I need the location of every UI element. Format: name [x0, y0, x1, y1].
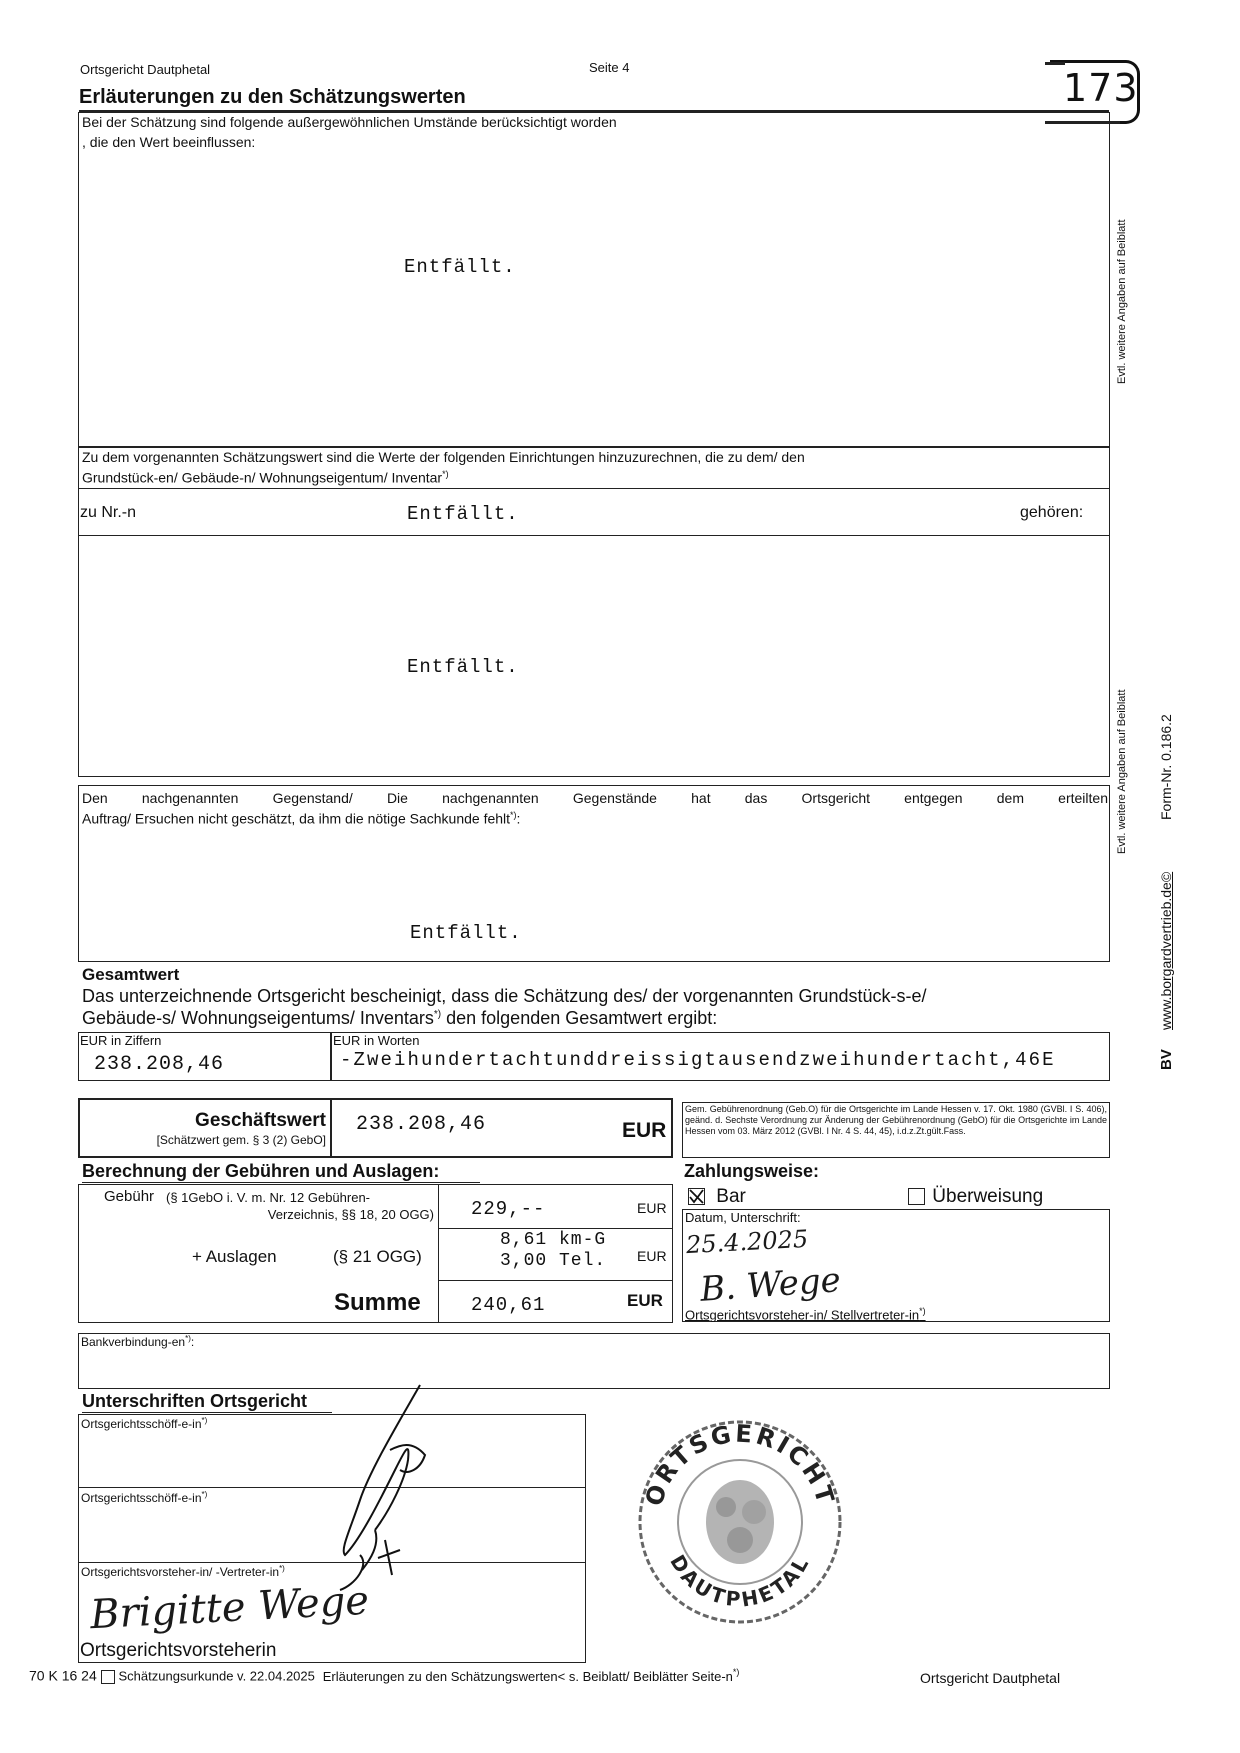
gebuehr-desc-1: (§ 1GebO i. V. m. Nr. 12 Gebühren- — [166, 1190, 371, 1205]
section-additions — [78, 447, 1110, 777]
gebuehren-row-1 — [438, 1228, 673, 1229]
geschaeftswert-sublabel: [Schätzwert gem. § 3 (2) GebO] — [156, 1133, 326, 1147]
bank-label: Bankverbindung-en — [81, 1335, 186, 1349]
gesamtwert-text-2: Gebäude-s/ Wohnungseigentums/ Inventars — [82, 1008, 434, 1028]
page-number-box-top — [1045, 62, 1065, 65]
eur-ziffern-value: 238.208,46 — [94, 1053, 225, 1076]
zahlung-footnote: *) — [919, 1306, 926, 1316]
bank-label-wrap — [81, 1334, 194, 1349]
bar-checkbox[interactable] — [688, 1188, 705, 1205]
gebuehren-title: Berechnung der Gebühren und Auslagen: — [82, 1161, 440, 1181]
geschaeftswert-divider — [330, 1098, 332, 1158]
section1-value: Entfällt. — [404, 256, 516, 278]
section3-label-2: Auftrag/ Ersuchen nicht geschätzt, da ihm die nötige Sachkunde fehlt — [82, 810, 511, 827]
geschaeftswert-value: 238.208,46 — [356, 1113, 487, 1136]
eur-worten-value: -Zweihundertachtunddreissigtausendzweihundertacht,46E — [340, 1049, 1056, 1071]
seal-bottom: DAUTPHETAL — [665, 1550, 815, 1612]
datum-label: Datum, Unterschrift: — [685, 1210, 801, 1225]
ueberweisung-label: Überweisung — [932, 1186, 1044, 1207]
check-icon — [688, 1188, 705, 1205]
section2-value: Entfällt. — [407, 656, 519, 678]
vorsteher-signature: Brigitte Wege — [88, 1577, 371, 1639]
schoeffe2-wrap — [81, 1490, 207, 1505]
gesamtwert-text-2-end: den folgenden Gesamtwert ergibt: — [441, 1008, 718, 1028]
side-note-bottom: Evtl. weitere Angaben auf Beiblatt — [1116, 689, 1128, 854]
section1-label-1: Bei der Schätzung sind folgende außergewöhnlichen Umstände berücksichtigt worden — [82, 114, 617, 130]
section3-value: Entfällt. — [410, 922, 522, 944]
vorsteher-stamp-text: Ortsgerichtsvorsteherin — [80, 1640, 277, 1661]
vorsteher-wrap — [81, 1564, 285, 1579]
auslagen-currency: EUR — [637, 1248, 667, 1264]
section2-footnote: *) — [442, 469, 449, 479]
section1-label-2: , die den Wert beeinflussen: — [82, 134, 256, 150]
footer-ref: 70 K 16 24 — [29, 1667, 97, 1684]
zu-nr-value: Entfällt. — [407, 503, 519, 525]
gebuehr-currency: EUR — [637, 1200, 667, 1216]
zahlung-role-wrap — [685, 1306, 926, 1322]
section2-divider — [78, 488, 1110, 489]
legal-note: Gem. Gebührenordnung (Geb.O) für die Ortsgerichte im Lande Hessen v. 17. Okt. 1980 (GVBl. I S. 406), geänd. d. Sechste Verordnung zur Änderung der Gebührenordnung (GebO) für die Ortsgerichte im Lande Hessen vom 03. März 2012 (GVBl. I Nr. 4 S. 44, 45), i.d.z.Zt.gült.Fass. — [685, 1104, 1107, 1136]
footer-footnote: *) — [732, 1667, 740, 1677]
section2-divider-2 — [78, 535, 1110, 536]
zahlung-title: Zahlungsweise: — [684, 1161, 820, 1181]
gebuehren-row-2 — [438, 1280, 673, 1281]
bank-colon: : — [190, 1335, 195, 1349]
court-name-header: Ortsgericht Dautphetal — [80, 62, 211, 77]
schoeffe2-footnote: *) — [201, 1490, 208, 1499]
section3-footnote: *) — [510, 810, 517, 820]
gesamtwert-text-2-wrap — [82, 1008, 717, 1029]
bar-label: Bar — [716, 1186, 746, 1207]
geschaeftswert-label: Geschäftswert — [195, 1110, 326, 1131]
schoeffe1-label: Ortsgerichtsschöff-e-in — [81, 1417, 202, 1431]
gesamtwert-title: Gesamtwert — [82, 965, 180, 984]
vorsteher-label: Ortsgerichtsvorsteher-in/ -Vertreter-in — [81, 1565, 280, 1579]
section2-label-2: Grundstück-en/ Gebäude-n/ Wohnungseigentum/ Inventar — [82, 469, 443, 486]
gebuehr-desc-2: Verzeichnis, §§ 18, 20 OGG) — [267, 1207, 434, 1222]
court-seal — [630, 1412, 850, 1632]
bar-option[interactable] — [688, 1186, 746, 1208]
gebuehr-label: Gebühr — [104, 1188, 155, 1205]
gesamtwert-footnote: *) — [433, 1009, 442, 1020]
datum-value: 25.4.2025 — [685, 1224, 809, 1260]
summe-currency: EUR — [627, 1291, 663, 1310]
page-title: Erläuterungen zu den Schätzungswerten — [79, 86, 466, 108]
ueberweisung-checkbox[interactable] — [908, 1188, 925, 1205]
page-number: 173 — [1063, 66, 1139, 110]
unterschriften-title-underline — [82, 1412, 332, 1413]
footer-line — [29, 1667, 739, 1684]
form-number: Form-Nr. 0.186.2 — [1158, 714, 1174, 820]
footer-text: Erläuterungen zu den Schätzungswerten< s. Beiblatt/ Beiblätter Seite-n — [322, 1668, 733, 1684]
gebuehren-title-underline — [82, 1182, 480, 1183]
footer-checkbox[interactable] — [101, 1670, 115, 1684]
summe-label: Summe — [334, 1289, 421, 1316]
schoeffe2-label: Ortsgerichtsschöff-e-in — [81, 1491, 202, 1505]
schoeffe-signature — [300, 1380, 450, 1595]
eur-worten-label: EUR in Worten — [333, 1033, 420, 1048]
section2-label-2-wrap — [82, 469, 449, 486]
auslagen-label: + Auslagen — [192, 1247, 277, 1266]
zahlung-role-label: Ortsgerichtsvorsteher-in/ Stellvertreter-in — [685, 1307, 920, 1323]
gebuehr-value: 229,-- — [471, 1198, 546, 1220]
section2-label-1: Zu dem vorgenannten Schätzungswert sind die Werte der folgenden Einrichtungen hinzuzurechnen, die zu dem/ den — [82, 449, 805, 465]
side-note-top: Evtl. weitere Angaben auf Beiblatt — [1116, 219, 1128, 384]
auslagen-km: 8,61 km-G — [500, 1230, 607, 1250]
footer-court: Ortsgericht Dautphetal — [920, 1670, 1061, 1686]
page-label: Seite 4 — [589, 60, 630, 75]
zahlung-signature: B. Wege — [698, 1260, 843, 1310]
gebuehren-col-divider — [438, 1184, 439, 1323]
footer-checkbox-text: Schätzungsurkunde v. 22.04.2025 — [118, 1668, 315, 1684]
schoeffe1-footnote: *) — [201, 1416, 208, 1425]
bank-box — [78, 1333, 1110, 1389]
bank-footnote: *) — [185, 1334, 191, 1343]
auslagen-desc: (§ 21 OGG) — [333, 1247, 422, 1266]
summe-value: 240,61 — [471, 1294, 546, 1316]
brand-logo: BV — [1158, 1049, 1175, 1070]
eur-ziffern-label: EUR in Ziffern — [80, 1033, 162, 1048]
geschaeftswert-currency: EUR — [622, 1119, 667, 1142]
section3-label-1: Den nachgenannten Gegenstand/ Die nachgenannten Gegenstände hat das Ortsgericht entgegen dem erteilten — [82, 790, 1108, 806]
ueberweisung-option[interactable] — [908, 1186, 1043, 1208]
unterschriften-title: Unterschriften Ortsgericht — [82, 1391, 308, 1411]
website-link[interactable]: www.borgardvertrieb.de© — [1158, 871, 1174, 1030]
gehoeren-label: gehören: — [1020, 504, 1084, 521]
section-circumstances — [78, 112, 1110, 447]
vorsteher-footnote: *) — [279, 1564, 285, 1573]
schoeffe1-wrap — [81, 1416, 207, 1431]
gesamtwert-text-1: Das unterzeichnende Ortsgericht bescheinigt, dass die Schätzung des/ der vorgenannten Grundstück-s-e/ — [82, 986, 927, 1006]
seal-top: ORTSGERICHT — [639, 1419, 841, 1510]
auslagen-tel: 3,00 Tel. — [500, 1251, 607, 1271]
zu-nr-label: zu Nr.-n — [80, 504, 137, 521]
section3-colon: : — [516, 810, 521, 827]
section3-label-2-wrap — [82, 810, 520, 827]
